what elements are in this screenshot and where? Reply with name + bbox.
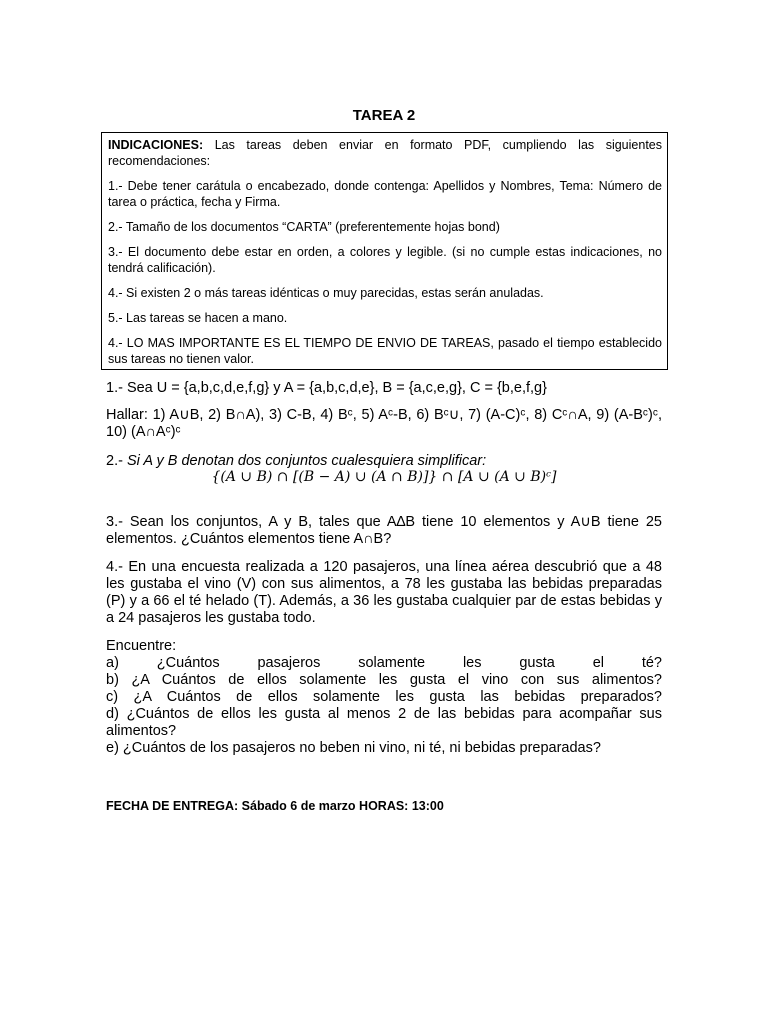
question-1-statement: 1.- Sea U = {a,b,c,d,e,f,g} y A = {a,b,c,d,e}, B = {a,c,e,g}, C = {b,e,f,g}: [106, 380, 547, 396]
instruction-item: 4.- LO MAS IMPORTANTE ES EL TIEMPO DE ENVIO DE TAREAS, pasado el tiempo establecido sus tareas no tienen valor.: [108, 336, 662, 366]
question-1-list: Hallar: 1) A∪B, 2) B∩A), 3) C-B, 4) Bᶜ, 5) Aᶜ-B, 6) Bᶜ∪, 7) (A-C)ᶜ, 8) Cᶜ∩A, 9) (A-Bᶜ)ᶜ, 10) (A∩Aᶜ)ᶜ: [106, 407, 662, 440]
question-1: [106, 380, 662, 397]
question-2-text: Si A y B denotan dos conjuntos cualesquiera simplificar:: [126, 453, 487, 469]
instructions-heading: INDICACIONES:: [108, 138, 204, 152]
question-3: [106, 514, 662, 548]
instructions-intro-text: Las tareas deben enviar en formato PDF, cumpliendo las siguientes recomendaciones:: [108, 138, 662, 168]
instruction-item: 2.- Tamaño de los documentos “CARTA” (preferentemente hojas bond): [108, 220, 500, 234]
question-2-number: 2.-: [106, 453, 127, 469]
find-section: [106, 638, 662, 757]
find-item-c: c) ¿A Cuántos de ellos solamente les gusta las bebidas preparados?: [106, 689, 662, 705]
instruction-item: 5.- Las tareas se hacen a mano.: [108, 311, 288, 325]
page-title: TAREA 2: [352, 107, 416, 124]
find-item-b: b) ¿A Cuántos de ellos solamente les gusta el vino con sus alimentos?: [106, 672, 662, 688]
find-item-e: e) ¿Cuántos de los pasajeros no beben ni vino, ni té, ni bebidas preparadas?: [106, 740, 601, 756]
question-4: [106, 559, 662, 627]
instruction-item: 4.- Si existen 2 o más tareas idénticas o muy parecidas, estas serán anuladas.: [108, 286, 544, 300]
find-item-d: d) ¿Cuántos de ellos les gusta al menos 2 de las bebidas para acompañar sus alimentos?: [106, 706, 662, 739]
question-1-tasks: [106, 407, 662, 441]
find-heading: Encuentre:: [106, 638, 177, 654]
instructions-box: [101, 132, 668, 370]
question-2-formula: {(A ∪ B) ∩ [(B − A) ∪ (A ∩ B)]} ∩ [A ∪ (A ∪ B)ᶜ]: [211, 469, 557, 485]
question-3-text: 3.- Sean los conjuntos, A y B, tales que A∆B tiene 10 elementos y A∪B tiene 25 elementos. ¿Cuántos elementos tiene A∩B?: [106, 514, 662, 547]
question-4-text: 4.- En una encuesta realizada a 120 pasajeros, una línea aérea descubrió que a 48 les gustaba el vino (V) con sus alimentos, a 78 les gustaba las bebidas preparadas (P) y a 66 el té helado (T). Además, a 36 les gustaba cualquier par de estas bebidas y a 24 pasajeros les gustaba todo.: [106, 559, 662, 626]
instruction-item: 1.- Debe tener carátula o encabezado, donde contenga: Apellidos y Nombres, Tema: Número de tarea o práctica, fecha y Firma.: [108, 179, 662, 209]
question-2: [106, 453, 662, 470]
find-item-a: a) ¿Cuántos pasajeros solamente les gusta el té?: [106, 655, 662, 671]
due-date: FECHA DE ENTREGA: Sábado 6 de marzo HORAS: 13:00: [106, 799, 444, 813]
instructions-intro: [108, 137, 662, 169]
instruction-item: 3.- El documento debe estar en orden, a colores y legible. (si no cumple estas indicaciones, no tendrá calificación).: [108, 245, 662, 275]
